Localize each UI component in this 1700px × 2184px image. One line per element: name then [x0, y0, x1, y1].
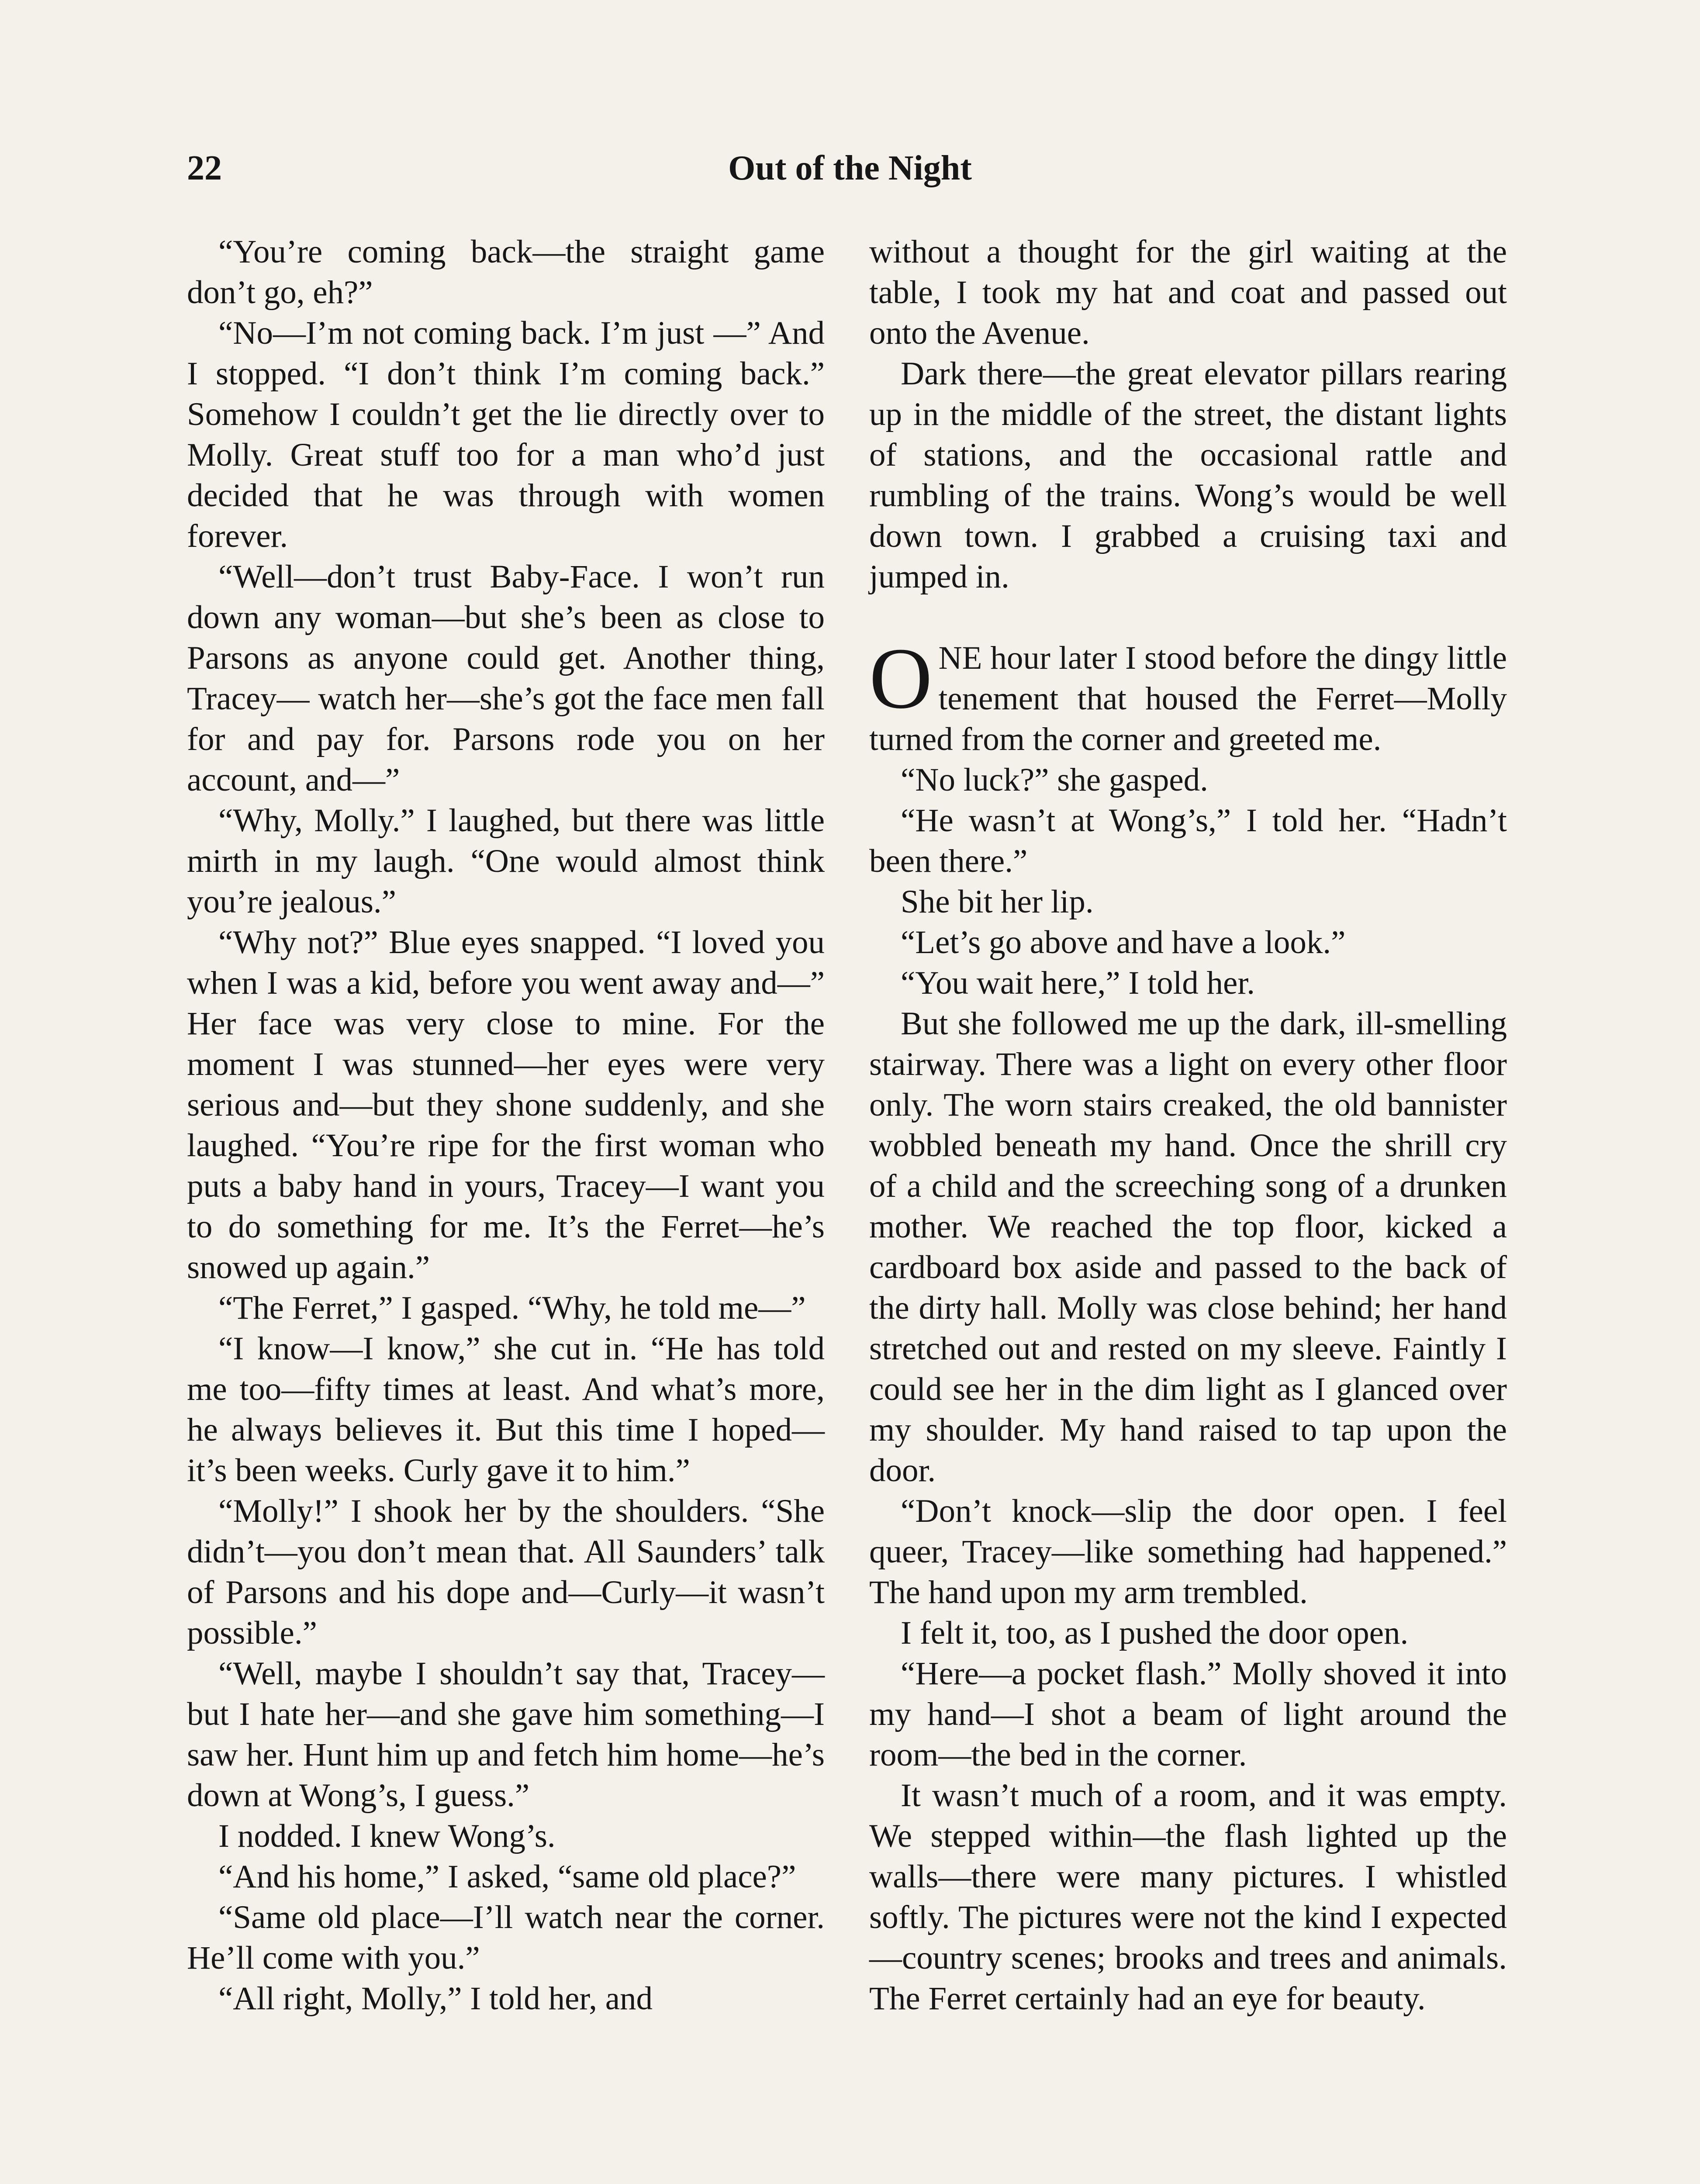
paragraph: “Same old place—I’ll watch near the corner. He’ll come with you.”	[187, 1899, 825, 1976]
right-column	[869, 232, 1507, 2019]
paragraph: “Don’t knock—slip the door open. I feel queer, Tracey—like something had happened.” The hand upon my arm trembled.	[869, 1493, 1507, 1610]
paragraph: “Well, maybe I shouldn’t say that, Tracey—but I hate her—and she gave him something—I saw her. Hunt him up and fetch him home—he’s down at Wong’s, I guess.”	[187, 1655, 825, 1814]
paragraph-continuation: without a thought for the girl waiting at the table, I took my hat and coat and passed out onto the Avenue.	[869, 234, 1507, 351]
paragraph: “No—I’m not coming back. I’m just —” And I stopped. “I don’t think I’m coming back.” Somehow I couldn’t get the lie directly over to Molly. Great stuff too for a man who’d just decided that he was through with women forever.	[187, 315, 825, 554]
paragraph: “Why, Molly.” I laughed, but there was little mirth in my laugh. “One would almost think you’re jealous.”	[187, 802, 825, 920]
paragraph: “No luck?” she gasped.	[901, 762, 1208, 798]
paragraph: I felt it, too, as I pushed the door open.	[901, 1615, 1409, 1651]
paragraph: “Here—a pocket flash.” Molly shoved it into my hand—I shot a beam of light around the room—the bed in the corner.	[869, 1655, 1507, 1773]
paragraph: “Molly!” I shook her by the shoulders. “She didn’t—you don’t mean that. All Saunders’ talk of Parsons and his dope and—Curly—it wasn’t possible.”	[187, 1493, 825, 1651]
section-opening-text: NE hour later I stood before the dingy little tenement that housed the Ferret—Molly turned from the corner and greeted me.	[869, 640, 1507, 757]
paragraph: “I know—I know,” she cut in. “He has told me too—fifty times at least. And what’s more, he always believes it. But this time I hoped—it’s been weeks. Curly gave it to him.”	[187, 1330, 825, 1489]
left-column	[187, 232, 825, 2019]
paragraph: “He wasn’t at Wong’s,” I told her. “Hadn’t been there.”	[869, 802, 1507, 879]
paragraph: I nodded. I knew Wong’s.	[218, 1818, 556, 1854]
paragraph: “The Ferret,” I gasped. “Why, he told me—”	[218, 1290, 806, 1326]
page-title: Out of the Night	[728, 149, 972, 187]
paragraph: “Well—don’t trust Baby-Face. I won’t run down any woman—but she’s been as close to Parsons as anyone could get. Another thing, Tracey— watch her—she’s got the face men fall for and pay for. Parsons rode you on her account, and—”	[187, 559, 825, 798]
paragraph: She bit her lip.	[901, 884, 1094, 920]
paragraph: Dark there—the great elevator pillars rearing up in the middle of the street, the distant lights of stations, and the occasional rattle and rumbling of the trains. Wong’s would be well down town. I grabbed a cruising taxi and jumped in.	[869, 356, 1507, 595]
paragraph: “All right, Molly,” I told her, and	[218, 1980, 653, 2017]
paragraph: “Let’s go above and have a look.”	[901, 924, 1346, 961]
page-number: 22	[187, 149, 222, 187]
paragraph: “And his home,” I asked, “same old place?”	[218, 1859, 796, 1895]
paragraph: But she followed me up the dark, ill-smelling stairway. There was a light on every other floor only. The worn stairs creaked, the old bannister wobbled beneath my hand. Once the shrill cry of a child and the screeching song of a drunken mother. We reached the top floor, kicked a cardboard box aside and passed to the back of the dirty hall. Molly was close behind; her hand stretched out and rested on my sleeve. Faintly I could see her in the dim light as I glanced over my shoulder. My hand raised to tap upon the door.	[869, 1006, 1507, 1489]
section-opening-paragraph	[869, 630, 1507, 760]
paragraph: It wasn’t much of a room, and it was empty. We stepped within—the flash lighted up the walls—there were many pictures. I whistled softly. The pictures were not the kind I expected—country scenes; brooks and trees and animals. The Ferret certainly had an eye for beauty.	[869, 1777, 1507, 2017]
drop-cap: O	[869, 630, 933, 727]
paragraph: “You’re coming back—the straight game don’t go, eh?”	[187, 234, 825, 311]
paragraph: “You wait here,” I told her.	[901, 965, 1255, 1001]
page-header	[187, 144, 1513, 192]
paragraph: “Why not?” Blue eyes snapped. “I loved you when I was a kid, before you went away and—” Her face was very close to mine. For the moment I was stunned—her eyes were very serious and—but they shone suddenly, and she laughed. “You’re ripe for the first woman who puts a baby hand in yours, Tracey—I want you to do something for me. It’s the Ferret—he’s snowed up again.”	[187, 924, 825, 1286]
